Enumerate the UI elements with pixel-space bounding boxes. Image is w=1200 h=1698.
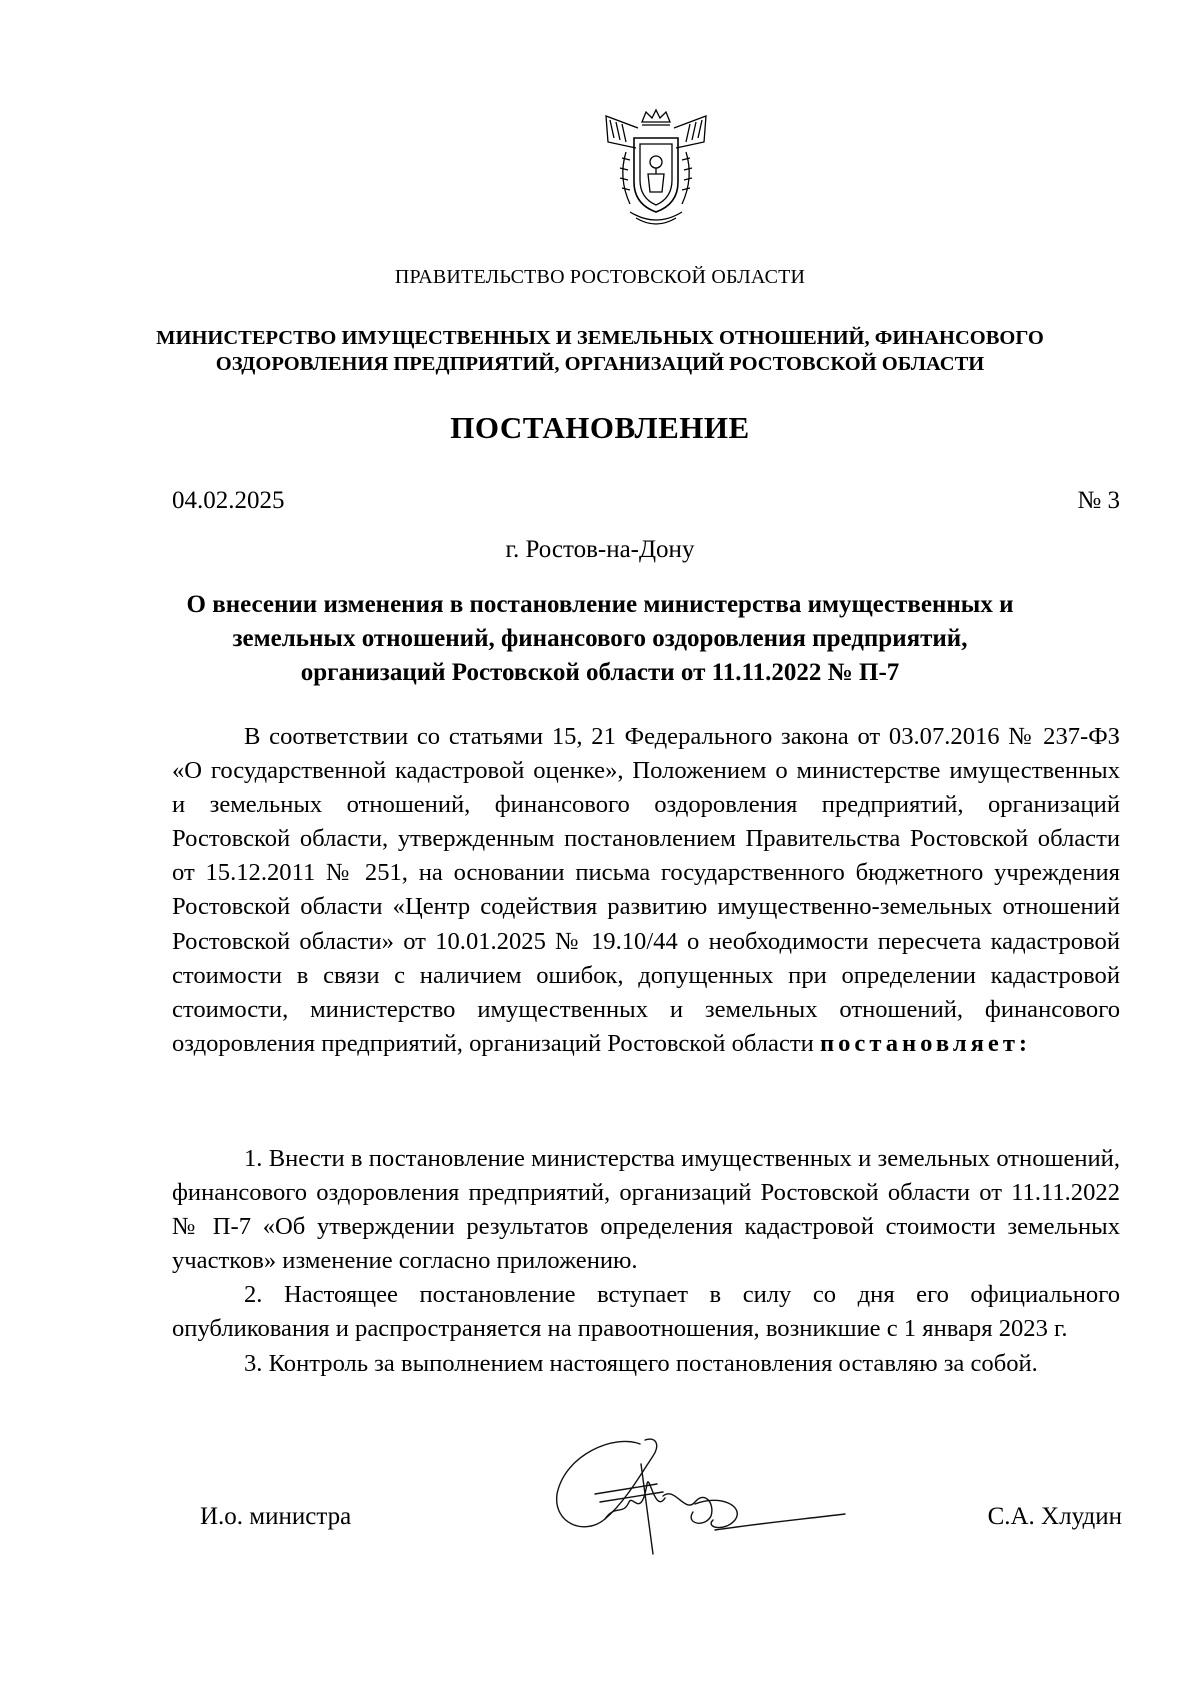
document-city: г. Ростов-на-Дону [505,536,695,563]
heading-line-3: организаций Ростовской области от 11.11.2022 № П-7 [300,659,900,686]
handwritten-signature [545,1424,855,1569]
ministry-name-line-2: ОЗДОРОВЛЕНИЯ ПРЕДПРИЯТИЙ, ОРГАНИЗАЦИЙ РОСТОВСКОЙ ОБЛАСТИ [215,353,985,375]
heading-line-1: О внесении изменения в постановление министерства имущественных и [186,591,1014,618]
decree-word: постановляет: [819,1029,1032,1057]
preamble-paragraph [172,720,1120,1061]
document-number: № 3 [1077,487,1120,514]
ministry-name [0,325,1200,377]
coat-of-arms-emblem [600,108,712,230]
document-date: 04.02.2025 [172,487,285,514]
government-name: ПРАВИТЕЛЬСТВО РОСТОВСКОЙ ОБЛАСТИ [394,266,806,288]
ministry-name-line-1: МИНИСТЕРСТВО ИМУЩЕСТВЕННЫХ И ЗЕМЕЛЬНЫХ ОТНОШЕНИЙ, ФИНАНСОВОГО [156,327,1044,349]
document-heading [0,588,1200,690]
heading-line-2: земельных отношений, финансового оздоровления предприятий, [232,625,968,652]
signatory-name: С.А. Хлудин [987,1503,1122,1530]
decree-item-2: 2. Настоящее постановление вступает в силу со дня его официального опубликования и распространяется на правоотношения, возникшие с 1 января 2023 г. [172,1281,1120,1343]
decree-items [172,1142,1120,1381]
decree-item-1: 1. Внести в постановление министерства имущественных и земельных отношений, финансового оздоровления предприятий, организаций Ростовской области от 11.11.2022 № П-7 «Об утверждении результатов определения кадастровой стоимости земельных участков» изменение согласно приложению. [172,1145,1120,1275]
preamble-text: В соответствии со статьями 15, 21 Федерального закона от 03.07.2016 № 237-ФЗ «О государственной кадастровой оценке», Положением о министерстве имущественных и земельных отношений, финансового оздоровления предприятий, организаций Ростовской области, утвержденным постановлением Правительства Ростовской области от 15.12.2011 № 251, на основании письма государственного бюджетного учреждения Ростовской области «Центр содействия развитию имущественно-земельных отношений Ростовской области» от 10.01.2025 № 19.10/44 о необходимости пересчета кадастровой стоимости в связи с наличием ошибок, допущенных при определении кадастровой стоимости, министерство имущественных и земельных отношений, финансового оздоровления предприятий, организаций Ростовской области [172,723,1120,1057]
signatory-position: И.о. министра [200,1503,352,1530]
document-type-title: ПОСТАНОВЛЕНИЕ [450,410,750,445]
decree-item-3: 3. Контроль за выполнением настоящего постановления оставляю за собой. [244,1349,1038,1377]
